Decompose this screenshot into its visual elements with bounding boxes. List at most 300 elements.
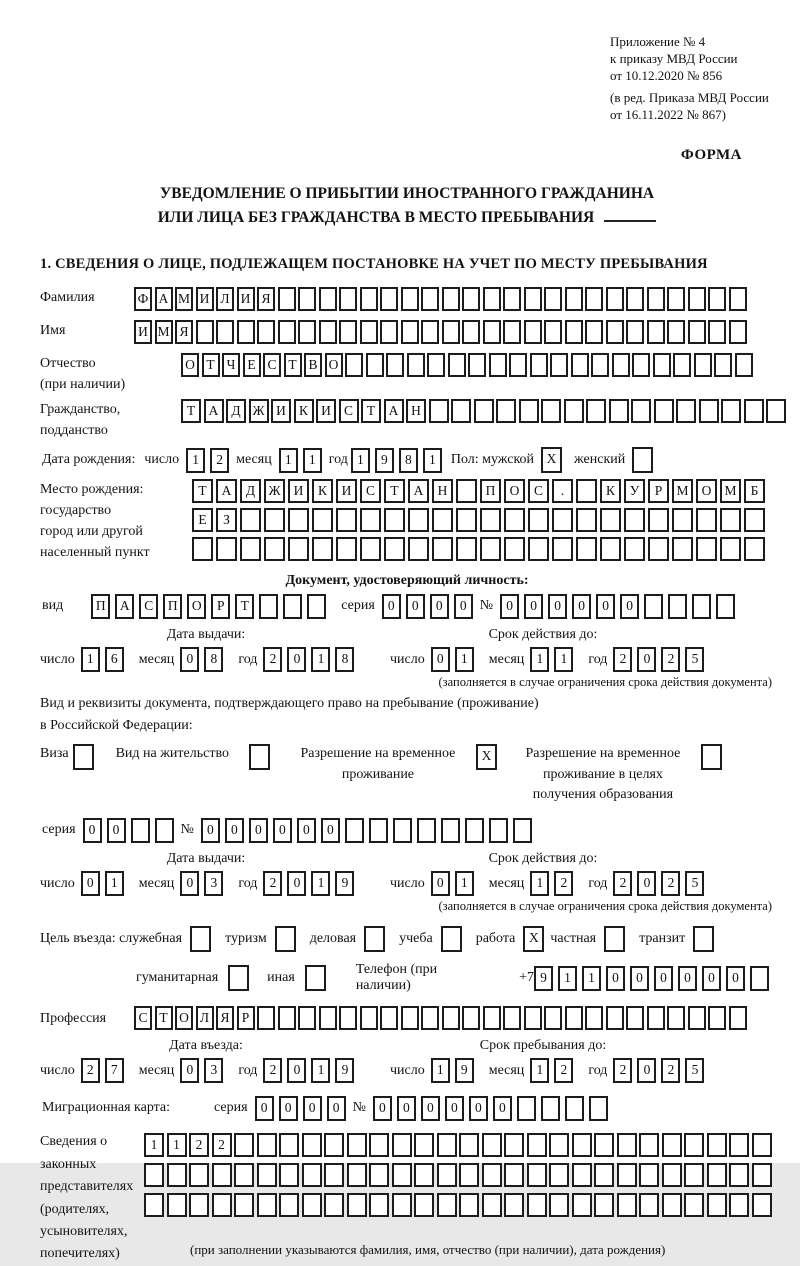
char-cell[interactable] bbox=[216, 537, 237, 561]
char-cell[interactable] bbox=[729, 1163, 749, 1187]
char-cell[interactable]: 1 bbox=[279, 448, 298, 473]
char-cell[interactable] bbox=[714, 353, 732, 377]
char-cell[interactable]: 2 bbox=[613, 871, 632, 896]
char-cell[interactable]: И bbox=[271, 399, 291, 423]
char-cell[interactable]: 5 bbox=[685, 871, 704, 896]
char-cell[interactable]: 1 bbox=[303, 448, 322, 473]
char-cell[interactable] bbox=[684, 1133, 704, 1157]
char-cell[interactable] bbox=[708, 287, 726, 311]
char-cell[interactable] bbox=[504, 537, 525, 561]
char-cell[interactable] bbox=[167, 1163, 187, 1187]
char-cell[interactable] bbox=[257, 1193, 277, 1217]
char-cell[interactable] bbox=[729, 1133, 749, 1157]
char-cell[interactable] bbox=[550, 353, 568, 377]
char-cell[interactable]: 2 bbox=[613, 647, 632, 672]
char-cell[interactable] bbox=[407, 353, 425, 377]
char-cell[interactable]: Я bbox=[257, 287, 275, 311]
char-cell[interactable] bbox=[648, 537, 669, 561]
char-cell[interactable]: 2 bbox=[263, 1058, 282, 1083]
char-cell[interactable] bbox=[606, 287, 624, 311]
char-cell[interactable] bbox=[369, 1193, 389, 1217]
char-cell[interactable] bbox=[401, 1006, 419, 1030]
char-cell[interactable] bbox=[708, 1006, 726, 1030]
char-cell[interactable]: 0 bbox=[249, 818, 268, 843]
char-cell[interactable] bbox=[279, 1163, 299, 1187]
char-cell[interactable] bbox=[626, 320, 644, 344]
char-cell[interactable] bbox=[302, 1163, 322, 1187]
char-cell[interactable]: П bbox=[480, 479, 501, 503]
char-cell[interactable]: 0 bbox=[327, 1096, 346, 1121]
char-cell[interactable]: 0 bbox=[83, 818, 102, 843]
char-cell[interactable]: О bbox=[504, 479, 525, 503]
char-cell[interactable] bbox=[517, 1096, 536, 1121]
char-cell[interactable]: Т bbox=[192, 479, 213, 503]
char-cell[interactable]: 0 bbox=[637, 1058, 656, 1083]
char-cell[interactable] bbox=[392, 1163, 412, 1187]
char-cell[interactable]: 1 bbox=[582, 966, 601, 991]
char-cell[interactable] bbox=[480, 508, 501, 532]
char-cell[interactable] bbox=[380, 1006, 398, 1030]
char-cell[interactable] bbox=[192, 537, 213, 561]
char-cell[interactable] bbox=[594, 1163, 614, 1187]
char-cell[interactable] bbox=[496, 399, 516, 423]
char-cell[interactable] bbox=[257, 1006, 275, 1030]
char-cell[interactable] bbox=[752, 1193, 772, 1217]
char-cell[interactable]: И bbox=[237, 287, 255, 311]
char-cell[interactable] bbox=[552, 537, 573, 561]
char-cell[interactable] bbox=[427, 353, 445, 377]
char-cell[interactable] bbox=[234, 1163, 254, 1187]
char-cell[interactable] bbox=[360, 287, 378, 311]
char-cell[interactable]: 0 bbox=[637, 871, 656, 896]
char-cell[interactable] bbox=[462, 320, 480, 344]
char-cell[interactable]: 2 bbox=[263, 871, 282, 896]
char-cell[interactable] bbox=[288, 537, 309, 561]
char-cell[interactable] bbox=[345, 353, 363, 377]
char-cell[interactable] bbox=[131, 818, 150, 843]
char-cell[interactable] bbox=[647, 1006, 665, 1030]
char-cell[interactable] bbox=[302, 1133, 322, 1157]
char-cell[interactable]: 9 bbox=[335, 871, 354, 896]
char-cell[interactable] bbox=[504, 1133, 524, 1157]
char-cell[interactable] bbox=[549, 1193, 569, 1217]
char-cell[interactable] bbox=[298, 287, 316, 311]
char-cell[interactable]: 3 bbox=[204, 871, 223, 896]
char-cell[interactable] bbox=[465, 818, 484, 843]
char-cell[interactable] bbox=[216, 320, 234, 344]
char-cell[interactable]: Т bbox=[284, 353, 302, 377]
title-underline-blank[interactable] bbox=[604, 206, 656, 222]
char-cell[interactable]: 0 bbox=[406, 594, 425, 619]
char-cell[interactable]: 5 bbox=[685, 647, 704, 672]
char-cell[interactable]: 0 bbox=[397, 1096, 416, 1121]
char-cell[interactable]: П bbox=[91, 594, 110, 619]
char-cell[interactable] bbox=[189, 1193, 209, 1217]
char-cell[interactable] bbox=[155, 818, 174, 843]
char-cell[interactable]: З bbox=[216, 508, 237, 532]
char-cell[interactable]: В bbox=[304, 353, 322, 377]
char-cell[interactable] bbox=[524, 320, 542, 344]
char-cell[interactable] bbox=[750, 966, 769, 991]
char-cell[interactable] bbox=[234, 1193, 254, 1217]
char-cell[interactable]: 1 bbox=[105, 871, 124, 896]
char-cell[interactable] bbox=[482, 1133, 502, 1157]
char-cell[interactable] bbox=[249, 744, 270, 770]
char-cell[interactable] bbox=[654, 399, 674, 423]
char-cell[interactable] bbox=[212, 1193, 232, 1217]
char-cell[interactable] bbox=[339, 320, 357, 344]
char-cell[interactable] bbox=[544, 320, 562, 344]
char-cell[interactable] bbox=[319, 1006, 337, 1030]
char-cell[interactable] bbox=[360, 537, 381, 561]
char-cell[interactable] bbox=[302, 1193, 322, 1217]
char-cell[interactable] bbox=[234, 1133, 254, 1157]
char-cell[interactable]: 0 bbox=[382, 594, 401, 619]
char-cell[interactable]: 0 bbox=[606, 966, 625, 991]
char-cell[interactable] bbox=[482, 1163, 502, 1187]
char-cell[interactable] bbox=[632, 353, 650, 377]
char-cell[interactable]: 0 bbox=[373, 1096, 392, 1121]
char-cell[interactable]: С bbox=[528, 479, 549, 503]
char-cell[interactable] bbox=[624, 508, 645, 532]
char-cell[interactable]: 1 bbox=[530, 647, 549, 672]
char-cell[interactable] bbox=[504, 508, 525, 532]
char-cell[interactable] bbox=[392, 1193, 412, 1217]
char-cell[interactable] bbox=[639, 1163, 659, 1187]
char-cell[interactable] bbox=[688, 287, 706, 311]
char-cell[interactable] bbox=[278, 1006, 296, 1030]
char-cell[interactable]: 1 bbox=[311, 647, 330, 672]
char-cell[interactable]: 0 bbox=[287, 871, 306, 896]
char-cell[interactable]: 0 bbox=[678, 966, 697, 991]
char-cell[interactable] bbox=[541, 399, 561, 423]
char-cell[interactable] bbox=[408, 508, 429, 532]
char-cell[interactable] bbox=[264, 537, 285, 561]
char-cell[interactable]: Ж bbox=[264, 479, 285, 503]
char-cell[interactable] bbox=[190, 926, 211, 952]
char-cell[interactable] bbox=[278, 287, 296, 311]
char-cell[interactable]: 0 bbox=[431, 871, 450, 896]
char-cell[interactable] bbox=[692, 594, 711, 619]
char-cell[interactable]: М bbox=[155, 320, 173, 344]
char-cell[interactable]: С bbox=[263, 353, 281, 377]
char-cell[interactable] bbox=[688, 320, 706, 344]
char-cell[interactable]: 0 bbox=[107, 818, 126, 843]
char-cell[interactable]: 0 bbox=[445, 1096, 464, 1121]
char-cell[interactable]: X bbox=[476, 744, 497, 770]
char-cell[interactable] bbox=[662, 1193, 682, 1217]
char-cell[interactable] bbox=[401, 320, 419, 344]
char-cell[interactable] bbox=[524, 287, 542, 311]
char-cell[interactable]: К bbox=[600, 479, 621, 503]
char-cell[interactable]: 8 bbox=[335, 647, 354, 672]
char-cell[interactable] bbox=[527, 1133, 547, 1157]
char-cell[interactable]: 0 bbox=[596, 594, 615, 619]
char-cell[interactable]: И bbox=[316, 399, 336, 423]
char-cell[interactable] bbox=[437, 1163, 457, 1187]
char-cell[interactable] bbox=[530, 353, 548, 377]
char-cell[interactable]: Я bbox=[216, 1006, 234, 1030]
char-cell[interactable]: К bbox=[312, 479, 333, 503]
char-cell[interactable]: 1 bbox=[351, 448, 370, 473]
char-cell[interactable]: 0 bbox=[287, 1058, 306, 1083]
char-cell[interactable] bbox=[586, 399, 606, 423]
char-cell[interactable]: 0 bbox=[273, 818, 292, 843]
char-cell[interactable] bbox=[369, 818, 388, 843]
char-cell[interactable] bbox=[565, 287, 583, 311]
char-cell[interactable] bbox=[544, 287, 562, 311]
char-cell[interactable]: 7 bbox=[105, 1058, 124, 1083]
char-cell[interactable] bbox=[462, 1006, 480, 1030]
char-cell[interactable] bbox=[565, 1006, 583, 1030]
char-cell[interactable]: Т bbox=[235, 594, 254, 619]
char-cell[interactable] bbox=[600, 508, 621, 532]
char-cell[interactable]: 2 bbox=[210, 448, 229, 473]
char-cell[interactable] bbox=[509, 353, 527, 377]
char-cell[interactable]: Т bbox=[361, 399, 381, 423]
char-cell[interactable] bbox=[544, 1006, 562, 1030]
char-cell[interactable] bbox=[336, 508, 357, 532]
char-cell[interactable]: 9 bbox=[375, 448, 394, 473]
char-cell[interactable]: 0 bbox=[572, 594, 591, 619]
char-cell[interactable] bbox=[421, 287, 439, 311]
char-cell[interactable] bbox=[667, 1006, 685, 1030]
char-cell[interactable] bbox=[572, 1193, 592, 1217]
char-cell[interactable] bbox=[437, 1193, 457, 1217]
char-cell[interactable] bbox=[417, 818, 436, 843]
char-cell[interactable] bbox=[672, 508, 693, 532]
char-cell[interactable]: Д bbox=[240, 479, 261, 503]
char-cell[interactable]: А bbox=[384, 399, 404, 423]
char-cell[interactable] bbox=[524, 1006, 542, 1030]
char-cell[interactable] bbox=[606, 1006, 624, 1030]
char-cell[interactable] bbox=[549, 1163, 569, 1187]
char-cell[interactable] bbox=[345, 818, 364, 843]
char-cell[interactable]: П bbox=[163, 594, 182, 619]
char-cell[interactable] bbox=[489, 818, 508, 843]
char-cell[interactable]: . bbox=[552, 479, 573, 503]
char-cell[interactable] bbox=[275, 926, 296, 952]
char-cell[interactable] bbox=[639, 1193, 659, 1217]
char-cell[interactable]: 8 bbox=[204, 647, 223, 672]
char-cell[interactable] bbox=[364, 926, 385, 952]
char-cell[interactable] bbox=[414, 1163, 434, 1187]
char-cell[interactable] bbox=[257, 1133, 277, 1157]
char-cell[interactable] bbox=[684, 1163, 704, 1187]
char-cell[interactable] bbox=[360, 320, 378, 344]
char-cell[interactable] bbox=[442, 320, 460, 344]
char-cell[interactable] bbox=[606, 320, 624, 344]
char-cell[interactable]: 0 bbox=[180, 871, 199, 896]
char-cell[interactable]: 2 bbox=[661, 647, 680, 672]
char-cell[interactable] bbox=[278, 320, 296, 344]
char-cell[interactable] bbox=[483, 1006, 501, 1030]
char-cell[interactable] bbox=[632, 447, 653, 473]
char-cell[interactable] bbox=[369, 1133, 389, 1157]
char-cell[interactable]: 2 bbox=[212, 1133, 232, 1157]
char-cell[interactable] bbox=[552, 508, 573, 532]
char-cell[interactable] bbox=[696, 508, 717, 532]
char-cell[interactable]: С bbox=[339, 399, 359, 423]
char-cell[interactable]: Н bbox=[432, 479, 453, 503]
char-cell[interactable] bbox=[752, 1163, 772, 1187]
char-cell[interactable]: Ф bbox=[134, 287, 152, 311]
char-cell[interactable] bbox=[459, 1133, 479, 1157]
char-cell[interactable] bbox=[707, 1133, 727, 1157]
char-cell[interactable] bbox=[144, 1193, 164, 1217]
char-cell[interactable] bbox=[766, 399, 786, 423]
char-cell[interactable]: 2 bbox=[661, 871, 680, 896]
char-cell[interactable] bbox=[729, 320, 747, 344]
char-cell[interactable] bbox=[489, 353, 507, 377]
char-cell[interactable] bbox=[617, 1163, 637, 1187]
char-cell[interactable] bbox=[639, 1133, 659, 1157]
char-cell[interactable] bbox=[288, 508, 309, 532]
char-cell[interactable] bbox=[504, 1163, 524, 1187]
char-cell[interactable] bbox=[612, 353, 630, 377]
char-cell[interactable] bbox=[527, 1163, 547, 1187]
char-cell[interactable] bbox=[503, 320, 521, 344]
char-cell[interactable] bbox=[384, 537, 405, 561]
char-cell[interactable] bbox=[189, 1163, 209, 1187]
char-cell[interactable]: 1 bbox=[455, 871, 474, 896]
char-cell[interactable]: Я bbox=[175, 320, 193, 344]
char-cell[interactable]: М bbox=[672, 479, 693, 503]
char-cell[interactable]: 9 bbox=[455, 1058, 474, 1083]
char-cell[interactable] bbox=[480, 537, 501, 561]
char-cell[interactable]: А bbox=[216, 479, 237, 503]
char-cell[interactable]: И bbox=[134, 320, 152, 344]
char-cell[interactable] bbox=[339, 1006, 357, 1030]
char-cell[interactable]: 0 bbox=[287, 647, 306, 672]
char-cell[interactable] bbox=[312, 537, 333, 561]
char-cell[interactable]: Т bbox=[181, 399, 201, 423]
char-cell[interactable] bbox=[257, 320, 275, 344]
char-cell[interactable]: Д bbox=[226, 399, 246, 423]
char-cell[interactable] bbox=[647, 287, 665, 311]
char-cell[interactable] bbox=[696, 537, 717, 561]
char-cell[interactable]: У bbox=[624, 479, 645, 503]
char-cell[interactable] bbox=[347, 1193, 367, 1217]
char-cell[interactable]: С bbox=[134, 1006, 152, 1030]
char-cell[interactable]: О bbox=[175, 1006, 193, 1030]
char-cell[interactable] bbox=[735, 353, 753, 377]
char-cell[interactable]: Л bbox=[216, 287, 234, 311]
char-cell[interactable] bbox=[369, 1163, 389, 1187]
char-cell[interactable]: 0 bbox=[255, 1096, 274, 1121]
char-cell[interactable]: 1 bbox=[144, 1133, 164, 1157]
char-cell[interactable] bbox=[366, 353, 384, 377]
char-cell[interactable] bbox=[701, 744, 722, 770]
char-cell[interactable] bbox=[298, 1006, 316, 1030]
char-cell[interactable] bbox=[571, 353, 589, 377]
char-cell[interactable] bbox=[594, 1133, 614, 1157]
char-cell[interactable] bbox=[347, 1133, 367, 1157]
char-cell[interactable] bbox=[257, 1163, 277, 1187]
char-cell[interactable] bbox=[631, 399, 651, 423]
char-cell[interactable] bbox=[503, 287, 521, 311]
char-cell[interactable]: М bbox=[175, 287, 193, 311]
char-cell[interactable] bbox=[228, 965, 249, 991]
char-cell[interactable] bbox=[408, 537, 429, 561]
char-cell[interactable] bbox=[720, 537, 741, 561]
char-cell[interactable] bbox=[565, 320, 583, 344]
char-cell[interactable] bbox=[456, 537, 477, 561]
char-cell[interactable] bbox=[360, 1006, 378, 1030]
char-cell[interactable] bbox=[483, 320, 501, 344]
char-cell[interactable] bbox=[336, 537, 357, 561]
char-cell[interactable] bbox=[432, 537, 453, 561]
char-cell[interactable] bbox=[591, 353, 609, 377]
char-cell[interactable] bbox=[429, 399, 449, 423]
char-cell[interactable]: Т bbox=[202, 353, 220, 377]
char-cell[interactable] bbox=[319, 320, 337, 344]
char-cell[interactable] bbox=[212, 1163, 232, 1187]
char-cell[interactable]: Б bbox=[744, 479, 765, 503]
char-cell[interactable] bbox=[600, 537, 621, 561]
char-cell[interactable]: Н bbox=[406, 399, 426, 423]
char-cell[interactable] bbox=[432, 508, 453, 532]
char-cell[interactable] bbox=[585, 1006, 603, 1030]
char-cell[interactable] bbox=[699, 399, 719, 423]
char-cell[interactable] bbox=[421, 320, 439, 344]
char-cell[interactable] bbox=[688, 1006, 706, 1030]
char-cell[interactable]: 8 bbox=[399, 448, 418, 473]
char-cell[interactable]: 0 bbox=[180, 1058, 199, 1083]
char-cell[interactable] bbox=[594, 1193, 614, 1217]
char-cell[interactable] bbox=[264, 508, 285, 532]
char-cell[interactable]: О bbox=[696, 479, 717, 503]
char-cell[interactable] bbox=[240, 537, 261, 561]
char-cell[interactable] bbox=[528, 508, 549, 532]
char-cell[interactable] bbox=[240, 508, 261, 532]
char-cell[interactable] bbox=[259, 594, 278, 619]
char-cell[interactable] bbox=[576, 537, 597, 561]
char-cell[interactable] bbox=[442, 287, 460, 311]
char-cell[interactable] bbox=[319, 287, 337, 311]
char-cell[interactable] bbox=[324, 1163, 344, 1187]
char-cell[interactable]: 1 bbox=[186, 448, 205, 473]
char-cell[interactable]: Р bbox=[211, 594, 230, 619]
char-cell[interactable] bbox=[482, 1193, 502, 1217]
char-cell[interactable] bbox=[360, 508, 381, 532]
char-cell[interactable]: 0 bbox=[500, 594, 519, 619]
char-cell[interactable] bbox=[609, 399, 629, 423]
char-cell[interactable] bbox=[414, 1193, 434, 1217]
char-cell[interactable] bbox=[707, 1193, 727, 1217]
char-cell[interactable]: 2 bbox=[554, 1058, 573, 1083]
char-cell[interactable] bbox=[589, 1096, 608, 1121]
char-cell[interactable]: 1 bbox=[431, 1058, 450, 1083]
char-cell[interactable] bbox=[565, 1096, 584, 1121]
char-cell[interactable]: 2 bbox=[613, 1058, 632, 1083]
char-cell[interactable] bbox=[647, 320, 665, 344]
char-cell[interactable]: О bbox=[181, 353, 199, 377]
char-cell[interactable]: Е bbox=[192, 508, 213, 532]
char-cell[interactable] bbox=[572, 1133, 592, 1157]
char-cell[interactable] bbox=[662, 1133, 682, 1157]
char-cell[interactable] bbox=[653, 353, 671, 377]
char-cell[interactable] bbox=[196, 320, 214, 344]
char-cell[interactable] bbox=[624, 537, 645, 561]
char-cell[interactable]: Е bbox=[243, 353, 261, 377]
char-cell[interactable] bbox=[298, 320, 316, 344]
char-cell[interactable]: 0 bbox=[321, 818, 340, 843]
char-cell[interactable]: 1 bbox=[311, 1058, 330, 1083]
char-cell[interactable] bbox=[707, 1163, 727, 1187]
char-cell[interactable]: 6 bbox=[105, 647, 124, 672]
char-cell[interactable]: 1 bbox=[167, 1133, 187, 1157]
